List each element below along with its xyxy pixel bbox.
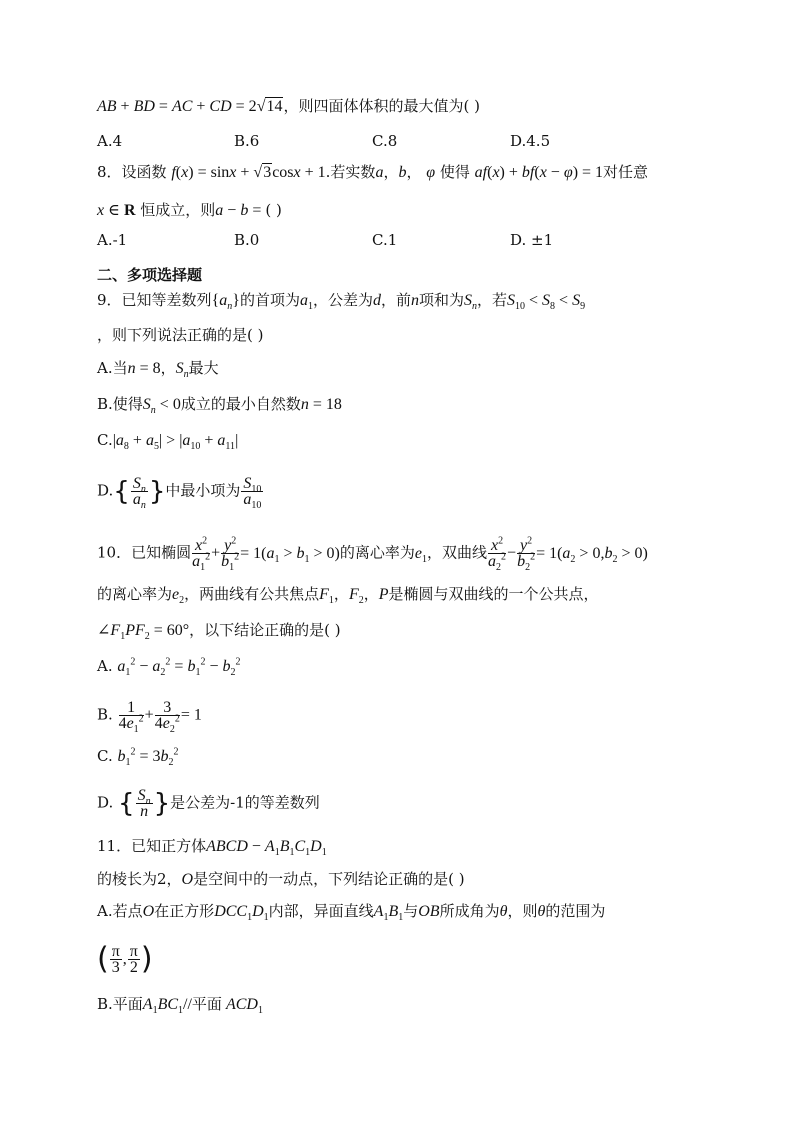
q8-text-4: ， [406,163,427,181]
q7-option-a: A.4 [97,132,123,150]
q8-function: f(x) = sinx + √3cosx + 1 [171,164,326,181]
q10-c-formula: $b_1^2 = 3b_2^2$ [117,746,179,769]
q9-sequence: $\{a_n\}$ [211,292,240,313]
q10-option-b: B. $\frac{1}{4e_1^2}$ + $\frac{3}{4e_2^2}$ = 1 [97,699,202,736]
q9-option-c [97,430,238,451]
q8-text-7: 恒成立，则 [135,201,216,219]
q8-text-5: 使得 [435,163,470,181]
q9-a-text-2: ， [160,359,176,377]
q8-domain: x ∈ R [97,202,136,219]
q11-line-2 [97,869,465,890]
q8-line-2 [97,200,282,221]
q10-e2: $e_2$ [172,586,185,607]
q8-option-d: D. ±1 [510,231,554,249]
q10-d-text-1: D. [97,793,119,812]
q8-var-b: b [398,164,407,181]
q10-text-6: ， [333,585,349,603]
q11-a-square: $DCC_1D_1$ [214,903,269,924]
q8-text-1: 设函数 [121,163,167,181]
q11-line-1 [97,836,327,857]
q10-number: 10． [97,543,132,562]
q11-b-text-1: B.平面 [97,995,143,1013]
q9-b-n: n = 18 [300,396,342,413]
q9-number: 9． [97,291,122,309]
q9-a-n: n = 8 [127,360,161,377]
q9-b-text-1: B.使得 [97,395,143,413]
q11-a-text-2: 在正方形 [154,902,215,920]
q10-hyp-frac-x: $\frac{x^2}{a_2^2}$ [488,535,507,574]
q11-cube: ABCD − $A_1B_1C_1D_1$ [206,838,327,859]
q10-text-1: 已知椭圆 [131,543,192,562]
q10-p: P [378,586,389,603]
q10-option-d [97,788,320,819]
q11-b-plane-2: $ACD_1$ [221,996,263,1017]
q7-option-d: D.4.5 [510,132,551,150]
q10-b-text: B. [97,705,118,724]
q11-b-plane-1: $A_1BC_1$ [142,996,184,1017]
q8-var-a: a [375,164,384,181]
q11-option-a [97,901,605,922]
q9-text-2: 的首项为 [239,291,300,309]
q8-equation: af(x) + bf(x − φ) = 1 [474,164,604,181]
q10-text-9: ，以下结论正确的是( ) [189,621,341,639]
q9-option-a [97,358,219,379]
q8-option-b: B.0 [234,231,260,249]
q10-e1: $e_1$ [414,544,428,565]
q10-option-c [97,746,179,767]
q10-b-frac-1: $\frac{1}{4e_1^2}$ [118,699,144,736]
q10-ellipse-frac-x: $\frac{x^2}{a_1^2}$ [192,535,211,574]
q8-text-2: .若实数 [325,163,376,181]
q7-line [97,96,480,117]
q10-hyp-cond: = $1(a_2 > 0,b_2 > 0)$ [536,544,648,565]
q8-text-6: 对任意 [603,163,649,181]
section-title: 二、多项选择题 [97,266,203,284]
q10-ellipse-frac-y: $\frac{y^2}{b_1^2}$ [221,535,240,574]
q8-line-1 [97,162,648,183]
q8-option-a: A.-1 [97,231,128,249]
q11-a-text-7: 的范围为 [545,902,606,920]
q7-text: ，则四面体体积的最大值为( ) [283,97,480,115]
q11-o: O [181,871,194,888]
q9-d-text-2: 中最小项为 [165,481,241,500]
left-brace: { [113,476,130,507]
q9-a-sn: $S_n$ [175,360,189,381]
right-paren: ) [140,941,153,977]
q10-text-2: 的离心率为 [339,543,415,562]
q9-b-ineq: $S_n < 0$ [142,396,181,417]
q10-d-frac: $\frac{S_n}{n}$ [137,787,151,820]
q8-expr: a − b = [215,202,266,219]
q9-text-1: 已知等差数列 [121,291,212,309]
q10-a-text: A. [97,657,118,675]
q9-b-text-2: 成立的最小自然数 [180,395,301,413]
q9-line-1 [97,290,585,311]
q11-a-text-6: ，则 [507,902,538,920]
q11-a-line2: OB [418,903,440,920]
q10-line-1: 10．已知椭圆 $\frac{x^2}{a_1^2}$ + $\frac{y^2}{b_1^2}$ = $1(a_1 > b_1 > 0)$的离心率为$e_1$，双曲线 $\frac{x^2}{a_2^2}$ − $\frac{y^2}{b_2^2}$ = $1(a_2 > 0,b_2 > 0)$ [97,535,648,574]
q8-number: 8． [97,163,122,181]
q10-text-3: ，双曲线 [427,543,488,562]
q10-b-frac-2: $\frac{3}{4e_2^2}$ [154,699,180,736]
q11-a-theta: θ [499,903,508,920]
q10-text-5: ，两曲线有公共焦点 [184,585,320,603]
q9-d: d [372,292,381,309]
q11-text-2: 的棱长为2， [97,870,182,888]
q9-d-frac-1: $\frac{S_n}{a_n}$ [132,475,146,512]
q9-c-formula: $|a_8 + a_5| > |a_{10} + a_{11}|$ [112,432,239,453]
q11-a-text-1: A.若点 [97,902,143,920]
q11-text-3: 是空间中的一动点，下列结论正确的是( ) [193,870,465,888]
q9-a-text-1: A.当 [97,359,128,377]
q11-range-frac-2: $\frac{\pi}{2}$ [129,943,138,976]
q11-a-text-3: 内部，异面直线 [268,902,374,920]
q11-a-text-4: 与 [403,902,419,920]
q11-a-line1: $A_1B_1$ [373,903,404,924]
q8-text-3: ， [383,163,399,181]
q8-var-phi: φ [426,164,436,181]
q10-option-a [97,656,240,677]
q9-n: n [410,292,419,309]
q10-line-2 [97,584,599,605]
q10-angle: $\angle F_1PF_2 = 60^\circ$ [97,622,190,643]
q10-hyp-frac-y: $\frac{y^2}{b_2^2}$ [517,535,536,574]
q9-option-b [97,394,342,415]
q11-a-text-5: 所成角为 [439,902,500,920]
q9-line-2: ，则下列说法正确的是( ) [97,326,264,344]
q11-a-o: O [142,903,155,920]
q9-condition: $S_{10} < S_8 < S_9$ [507,292,586,313]
parallel-symbol: // [183,996,192,1013]
q11-range-frac-1: $\frac{\pi}{3}$ [111,943,120,976]
q9-c-text-1: C. [97,431,113,449]
q9-d-frac-2: $\frac{S_{10}}{a_{10}}$ [243,475,262,512]
q9-d-text-1: D. [97,481,114,500]
q11-text-1: 已知正方体 [131,837,207,855]
q8-text-8: ( ) [265,201,282,219]
q10-f1: $F_1$ [319,586,334,607]
q9-a1: $a_1$ [299,292,313,313]
q7-option-c: C.8 [372,132,398,150]
q7-formula: AB + BD = AC + CD = 2√14 [97,98,283,115]
q11-option-b [97,994,263,1015]
q7-option-b: B.6 [234,132,260,150]
q11-b-text-2: 平面 [191,995,222,1013]
q10-text-7: ， [363,585,379,603]
q9-sn: $S_n$ [464,292,477,313]
q10-text-8: 是椭圆与双曲线的一个公共点， [388,585,599,603]
q10-text-4: 的离心率为 [97,585,173,603]
q9-text-4: ，前 [380,291,411,309]
q11-a-range: ( $\frac{\pi}{3}$ , $\frac{\pi}{2}$ ) [97,941,153,977]
q10-f2: $F_2$ [348,586,364,607]
right-brace: } [153,788,171,819]
q10-c-text: C. [97,747,118,765]
right-brace: } [148,476,166,507]
q11-number: 11． [97,837,132,855]
q10-ellipse-cond: = $1(a_1 > b_1 > 0)$ [240,544,340,565]
q10-line-3 [97,620,341,641]
q9-option-d [97,475,264,512]
q9-text-3: ，公差为 [312,291,373,309]
q11-a-theta-2: θ [537,903,546,920]
q10-d-text-2: 是公差为-1的等差数列 [170,793,320,812]
q10-a-formula: $a_1^2 - a_2^2 = b_1^2 - b_2^2$ [117,656,241,679]
q9-text-5: 项和为 [418,291,464,309]
q8-option-c: C.1 [372,231,398,249]
q9-a-text-3: 最大 [188,359,219,377]
left-paren: ( [97,941,109,977]
q9-text-6: ，若 [477,291,508,309]
left-brace: { [118,788,135,819]
